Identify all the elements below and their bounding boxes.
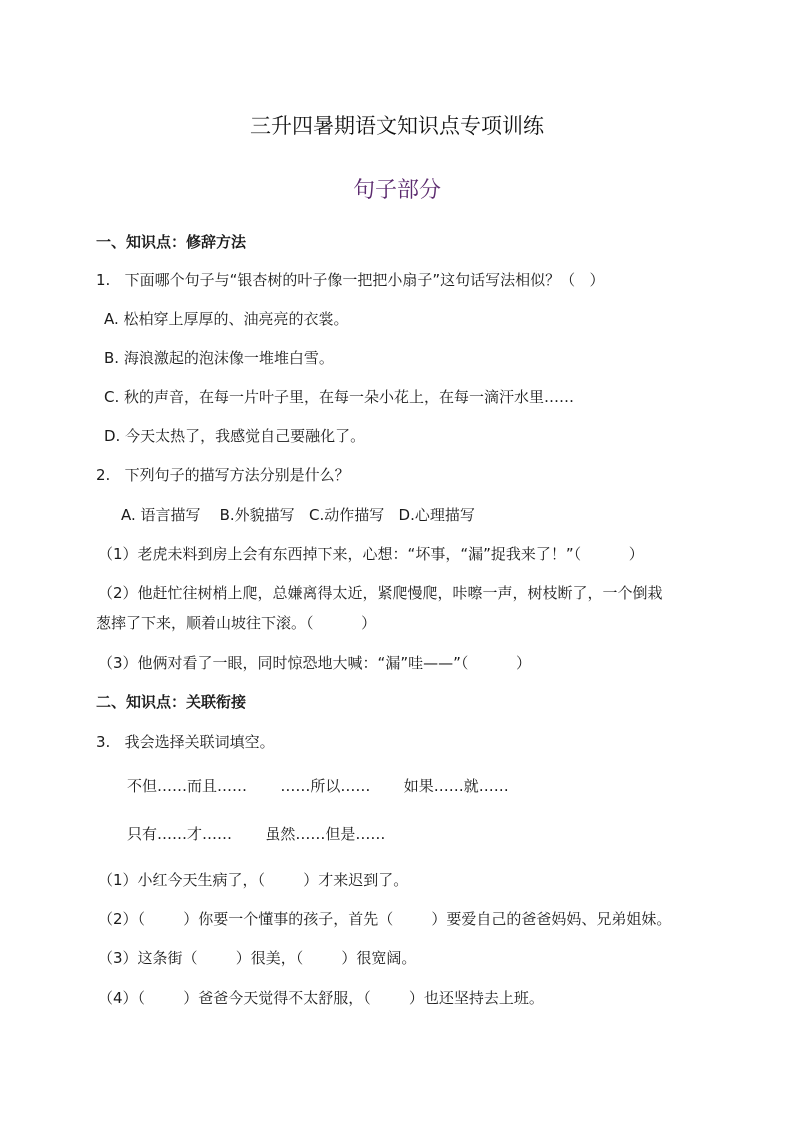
question-3-item-3: （3）这条街（ ）很美，（ ）很宽阔。 [98,949,417,967]
page-title: 三升四暑期语文知识点专项训练 [250,114,544,138]
question-3-stem: 3. 我会选择关联词填空。 [96,733,275,751]
question-3-item-1: （1）小红今天生病了，（ ）才来迟到了。 [98,871,409,889]
question-2-item-2-cont: 葱摔了下来，顺着山坡往下滚。（ ） [96,614,377,632]
question-1-option-d: D. 今天太热了，我感觉自己要融化了。 [104,427,366,445]
question-3-words-row-1: 不但……而且…… ……所以…… 如果……就…… [127,777,509,795]
question-2-stem: 2. 下列句子的描写方法分别是什么？ [96,466,350,484]
question-3-words-row-2: 只有……才…… 虽然……但是…… [127,825,386,843]
page-subtitle: 句子部分 [352,178,441,203]
question-1-option-b: B. 海浪激起的泡沫像一堆堆白雪。 [104,349,334,367]
section-heading-rhetoric: 一、知识点：修辞方法 [96,233,247,251]
question-1-option-c: C. 秋的声音，在每一片叶子里，在每一朵小花上，在每一滴汗水里…… [104,388,575,406]
section-heading-conjunctions: 二、知识点：关联衔接 [96,693,247,711]
question-2-choices: A. 语言描写 B.外貌描写 C.动作描写 D.心理描写 [121,506,475,524]
question-2-item-3: （3）他俩对看了一眼，同时惊恐地大喊：“漏”哇——”（ ） [98,654,532,672]
question-3-item-4: （4）（ ）爸爸今天觉得不太舒服，（ ）也还坚持去上班。 [98,989,544,1007]
question-3-item-2: （2）（ ）你要一个懂事的孩子，首先（ ）要爱自己的爸爸妈妈、兄弟姐妹。 [98,910,672,928]
question-2-item-2: （2）他赶忙往树梢上爬，总嫌离得太近，紧爬慢爬，咔嚓一声，树枝断了，一个倒栽 [98,584,663,602]
question-2-item-1: （1）老虎未料到房上会有东西掉下来，心想：“坏事，“漏”捉我来了！”（ ） [98,545,644,563]
question-1-option-a: A. 松柏穿上厚厚的、油亮亮的衣裳。 [104,310,349,328]
question-1-stem: 1. 下面哪个句子与“银杏树的叶子像一把把小扇子”这句话写法相似？（ ） [96,271,605,289]
